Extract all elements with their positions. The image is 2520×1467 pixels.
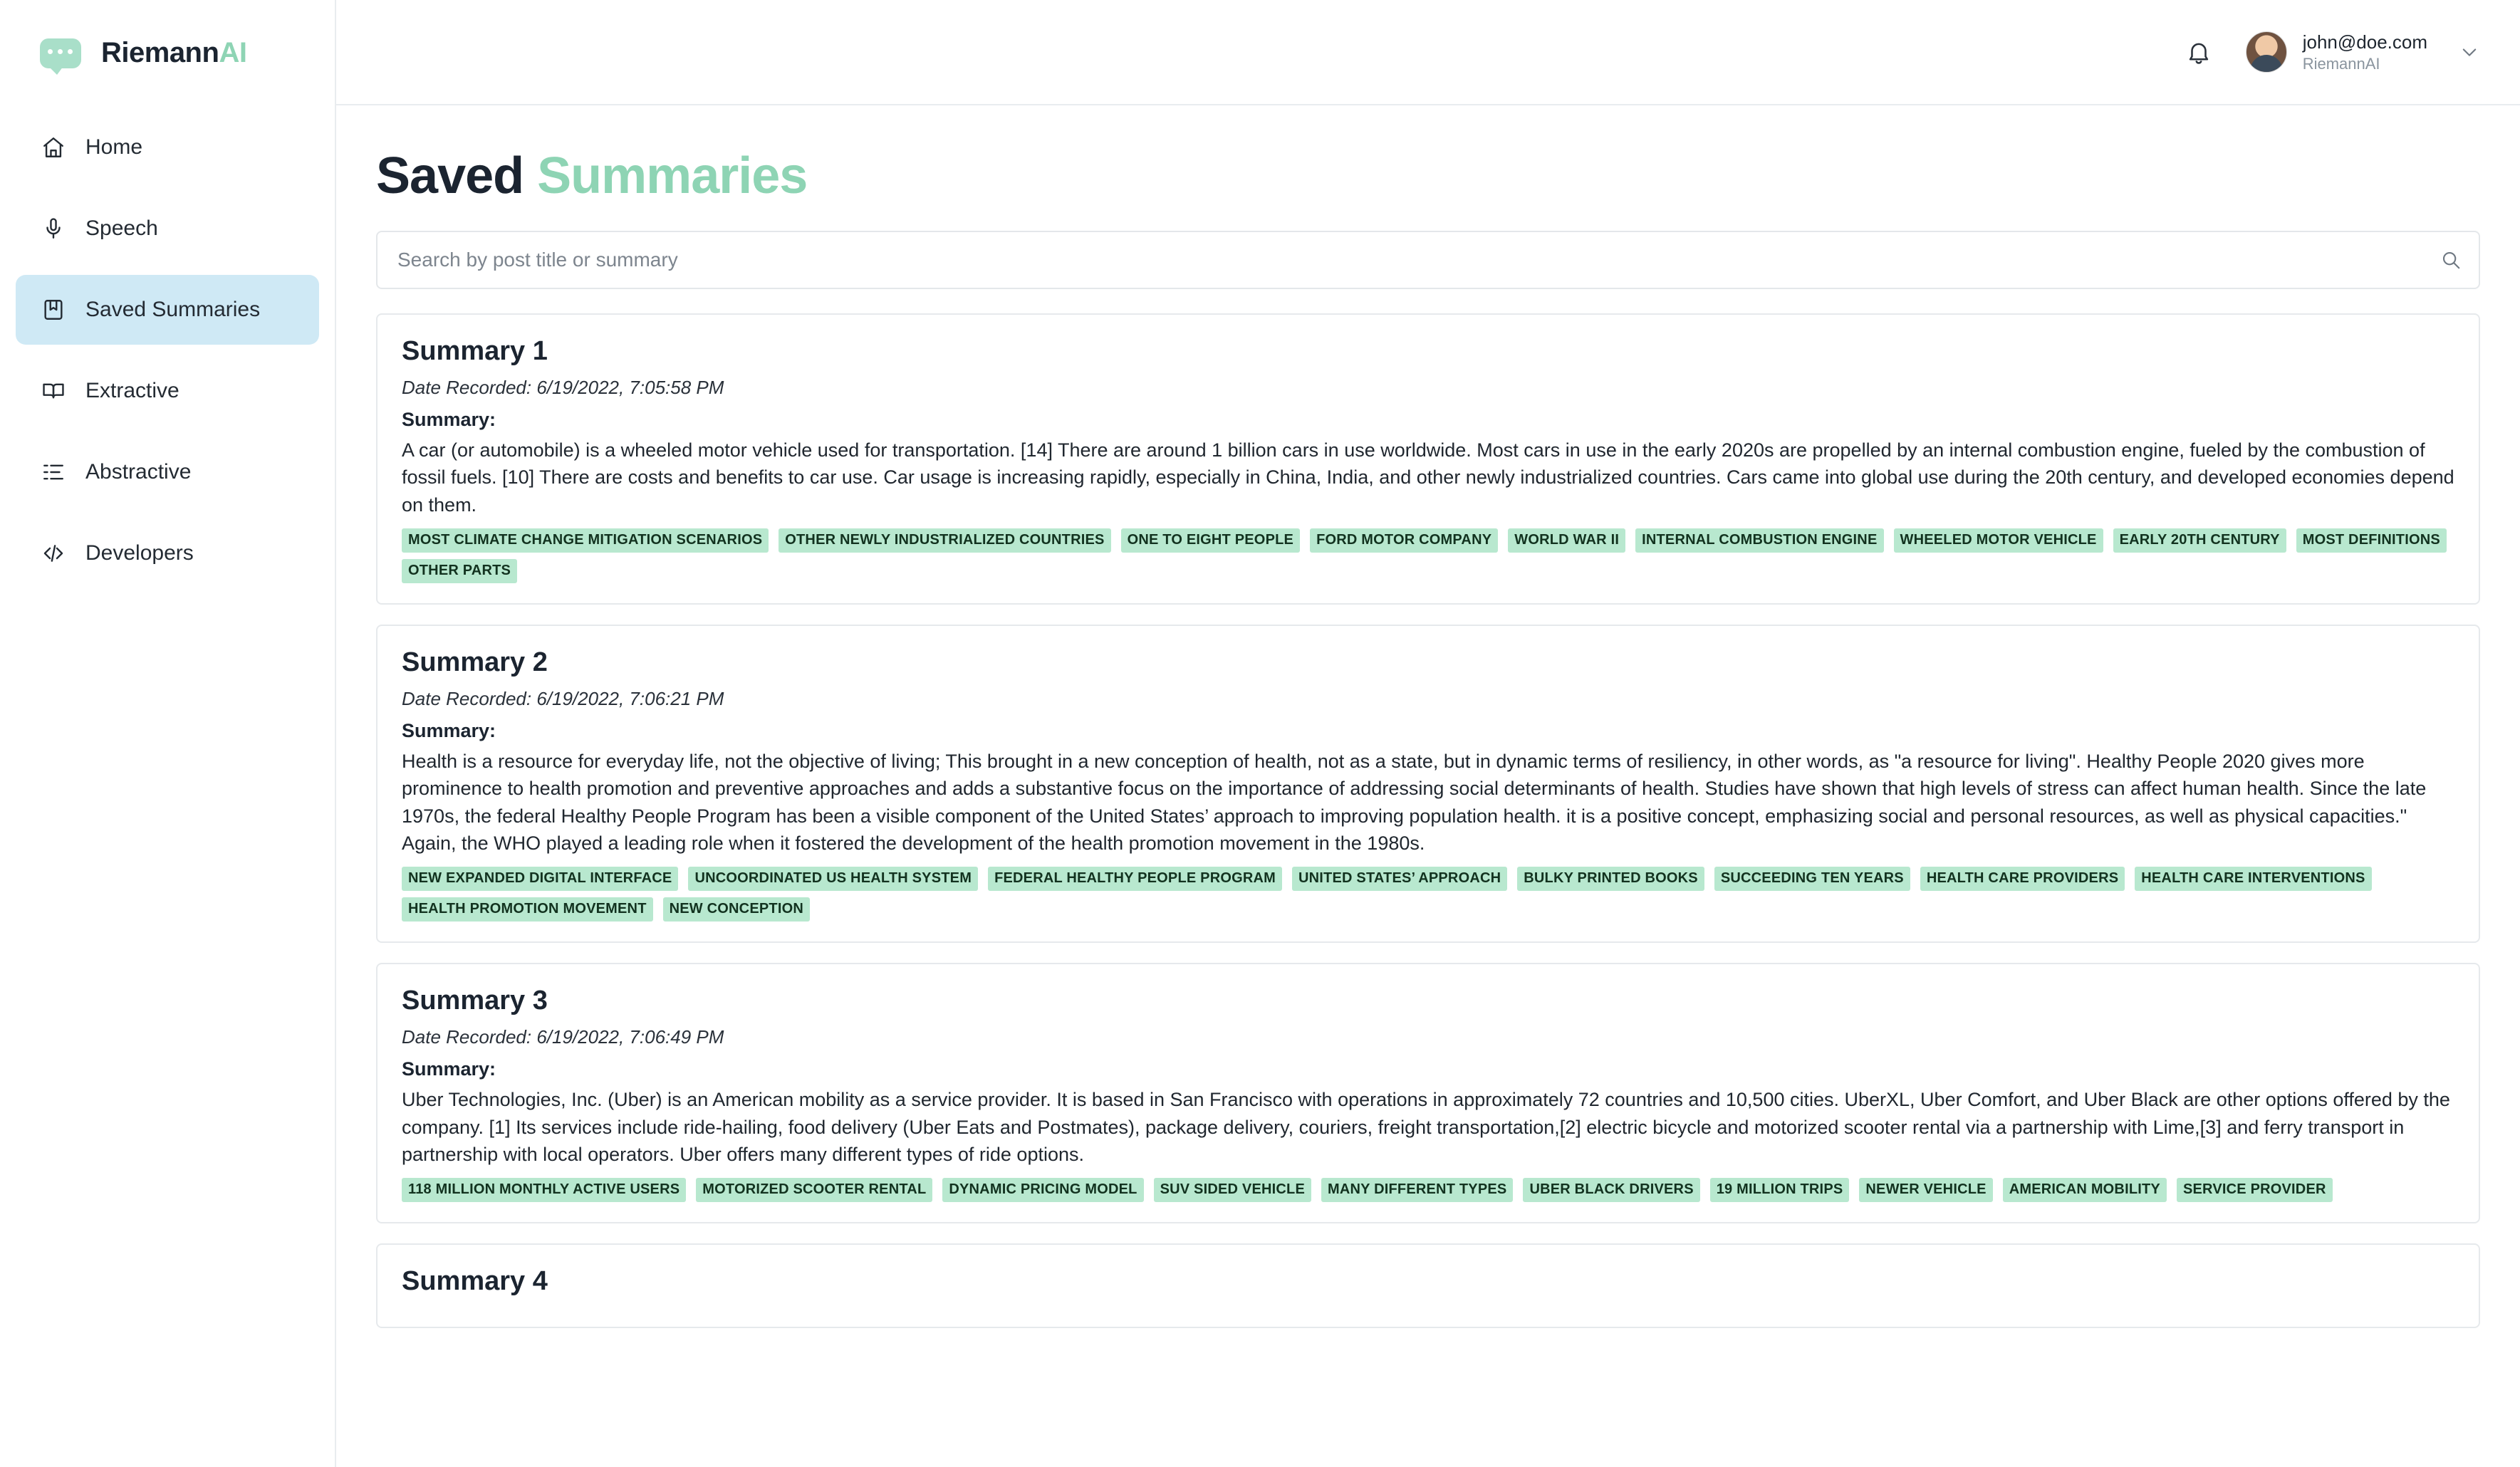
sidebar-item-home[interactable] bbox=[16, 113, 319, 182]
summary-card bbox=[376, 1243, 2480, 1328]
sidebar bbox=[0, 0, 336, 1467]
page-title bbox=[376, 147, 2480, 205]
page-title-main: Saved bbox=[376, 147, 524, 204]
summary-section-label: Summary: bbox=[402, 1058, 496, 1080]
summary-section-label: Summary: bbox=[402, 409, 496, 430]
tag[interactable]: 118 MILLION MONTHLY ACTIVE USERS bbox=[402, 1178, 686, 1202]
tag[interactable]: WORLD WAR II bbox=[1508, 528, 1625, 553]
tag[interactable]: BULKY PRINTED BOOKS bbox=[1517, 867, 1704, 891]
summary-title: Summary 4 bbox=[402, 1266, 548, 1297]
top-bar bbox=[336, 0, 2520, 105]
sidebar-item-abstractive[interactable] bbox=[16, 437, 319, 507]
summary-section-label: Summary: bbox=[402, 719, 496, 741]
search-bar bbox=[376, 231, 2480, 289]
sidebar-item-label: Abstractive bbox=[85, 460, 192, 484]
sidebar-item-speech[interactable] bbox=[16, 194, 319, 263]
summary-date: Date Recorded: 6/19/2022, 7:06:49 PM bbox=[402, 1026, 724, 1048]
bookmark-document-icon bbox=[40, 296, 67, 323]
tag[interactable]: ONE TO EIGHT PEOPLE bbox=[1121, 528, 1300, 553]
sidebar-item-label: Saved Summaries bbox=[85, 298, 261, 321]
tag[interactable]: NEWER VEHICLE bbox=[1859, 1178, 1992, 1202]
summary-card bbox=[376, 625, 2480, 943]
tag[interactable]: AMERICAN MOBILITY bbox=[2003, 1178, 2167, 1202]
summary-text: Uber Technologies, Inc. (Uber) is an American mobility as a service provider. It is based in San Francisco with operations in approximately 72 countries and 10,500 cities. UberXL, Uber Comfort, and Uber Black are other options offered by the company. [1] Its services include ride-hailing, food delivery (Uber Eats and Postmates), package delivery, couriers, freight transportation,[2] electric bicycle and motorized scooter rental via a partnership with Lime,[3] and ferry transport in partnership with local operators. Uber offers many different types of ride options. bbox=[402, 1089, 2450, 1165]
page-title-accent: Summaries bbox=[537, 147, 808, 204]
search-icon[interactable] bbox=[2439, 248, 2463, 272]
tag[interactable]: UNCOORDINATED US HEALTH SYSTEM bbox=[688, 867, 978, 891]
summary-title: Summary 2 bbox=[402, 647, 548, 677]
chevron-down-icon[interactable] bbox=[2459, 41, 2480, 63]
tag[interactable]: MOTORIZED SCOOTER RENTAL bbox=[696, 1178, 932, 1202]
sidebar-item-saved-summaries[interactable] bbox=[16, 275, 319, 345]
sidebar-item-label: Speech bbox=[85, 216, 158, 240]
tag[interactable]: FORD MOTOR COMPANY bbox=[1310, 528, 1498, 553]
summary-date: Date Recorded: 6/19/2022, 7:06:21 PM bbox=[402, 687, 724, 709]
tag[interactable]: HEALTH CARE PROVIDERS bbox=[1920, 867, 2125, 891]
speech-bubble-logo-icon bbox=[40, 33, 85, 73]
summary-card bbox=[376, 963, 2480, 1223]
home-icon bbox=[40, 134, 67, 161]
summary-text: Health is a resource for everyday life, not the objective of living; This brought in a new conception of health, not as a state, but in dynamic terms of resiliency, in other words, as "a resource for living". Healthy People 2020 gives more prominence to health promotion and preventive approaches and adds a substantive focus on the importance of addressing social determinants of health. Studies have shown that high levels of stress can affect human health. Since the late 1970s, the federal Healthy People Program has been a visible component of the United States’ approach to improving population health. it is a positive concept, emphasizing social and personal resources, as well as physical capacities." Again, the WHO played a leading role when it fostered the development of the health promotion movement in the 1980s. bbox=[402, 750, 2427, 854]
brand-text bbox=[101, 37, 246, 69]
tag[interactable]: EARLY 20TH CENTURY bbox=[2113, 528, 2286, 553]
user-organization: RiemannAI bbox=[2302, 54, 2380, 73]
tag[interactable]: INTERNAL COMBUSTION ENGINE bbox=[1635, 528, 1883, 553]
brand[interactable] bbox=[0, 0, 335, 105]
main-area bbox=[336, 0, 2520, 1467]
tag[interactable]: UBER BLACK DRIVERS bbox=[1523, 1178, 1699, 1202]
tag[interactable]: SUCCEEDING TEN YEARS bbox=[1714, 867, 1910, 891]
tag[interactable]: SERVICE PROVIDER bbox=[2177, 1178, 2333, 1202]
tag[interactable]: OTHER PARTS bbox=[402, 559, 517, 583]
microphone-icon bbox=[40, 215, 67, 242]
summary-card bbox=[376, 313, 2480, 605]
summary-title: Summary 1 bbox=[402, 336, 548, 366]
tag[interactable]: WHEELED MOTOR VEHICLE bbox=[1894, 528, 2103, 553]
sidebar-nav bbox=[0, 105, 335, 600]
tag[interactable]: SUV SIDED VEHICLE bbox=[1154, 1178, 1311, 1202]
tag[interactable]: HEALTH CARE INTERVENTIONS bbox=[2135, 867, 2371, 891]
brand-suffix: AI bbox=[219, 36, 247, 68]
tag[interactable]: MOST DEFINITIONS bbox=[2296, 528, 2447, 553]
sidebar-item-label: Extractive bbox=[85, 379, 179, 402]
summary-tags bbox=[402, 867, 2454, 922]
tag[interactable]: NEW CONCEPTION bbox=[663, 897, 810, 922]
code-brackets-icon bbox=[40, 540, 67, 567]
brand-name: Riemann bbox=[101, 36, 219, 68]
sidebar-item-developers[interactable] bbox=[16, 518, 319, 588]
user-email: john@doe.com bbox=[2302, 31, 2427, 53]
search-input[interactable] bbox=[376, 231, 2480, 289]
tag[interactable]: MOST CLIMATE CHANGE MITIGATION SCENARIOS bbox=[402, 528, 769, 553]
avatar bbox=[2246, 31, 2287, 73]
open-book-icon bbox=[40, 377, 67, 404]
summary-tags bbox=[402, 528, 2454, 583]
summary-title: Summary 3 bbox=[402, 986, 548, 1016]
bell-icon[interactable] bbox=[2183, 36, 2214, 68]
summary-date: Date Recorded: 6/19/2022, 7:05:58 PM bbox=[402, 377, 724, 398]
sidebar-item-extractive[interactable] bbox=[16, 356, 319, 426]
tag[interactable]: OTHER NEWLY INDUSTRIALIZED COUNTRIES bbox=[779, 528, 1110, 553]
user-menu[interactable] bbox=[2246, 31, 2427, 73]
tag[interactable]: UNITED STATES’ APPROACH bbox=[1292, 867, 1507, 891]
tag[interactable]: NEW EXPANDED DIGITAL INTERFACE bbox=[402, 867, 678, 891]
summary-text: A car (or automobile) is a wheeled motor vehicle used for transportation. [14] There are around 1 billion cars in use worldwide. Most cars in use in the early 2020s are propelled by an internal combustion engine, fueled by the combustion of fossil fuels. [10] There are costs and benefits to car use. Car usage is increasing rapidly, especially in China, India, and other newly industrialized countries. Cars came into global use during the 20th century, and developed economies depend on them. bbox=[402, 439, 2454, 516]
content-scroll-area bbox=[336, 105, 2520, 1467]
user-meta bbox=[2303, 31, 2427, 73]
sidebar-item-label: Developers bbox=[85, 541, 194, 565]
tag[interactable]: MANY DIFFERENT TYPES bbox=[1321, 1178, 1513, 1202]
list-icon bbox=[40, 459, 67, 486]
summary-tags bbox=[402, 1178, 2454, 1202]
tag[interactable]: FEDERAL HEALTHY PEOPLE PROGRAM bbox=[988, 867, 1282, 891]
tag[interactable]: 19 MILLION TRIPS bbox=[1710, 1178, 1850, 1202]
tag[interactable]: DYNAMIC PRICING MODEL bbox=[942, 1178, 1143, 1202]
tag[interactable]: HEALTH PROMOTION MOVEMENT bbox=[402, 897, 653, 922]
sidebar-item-label: Home bbox=[85, 135, 143, 159]
